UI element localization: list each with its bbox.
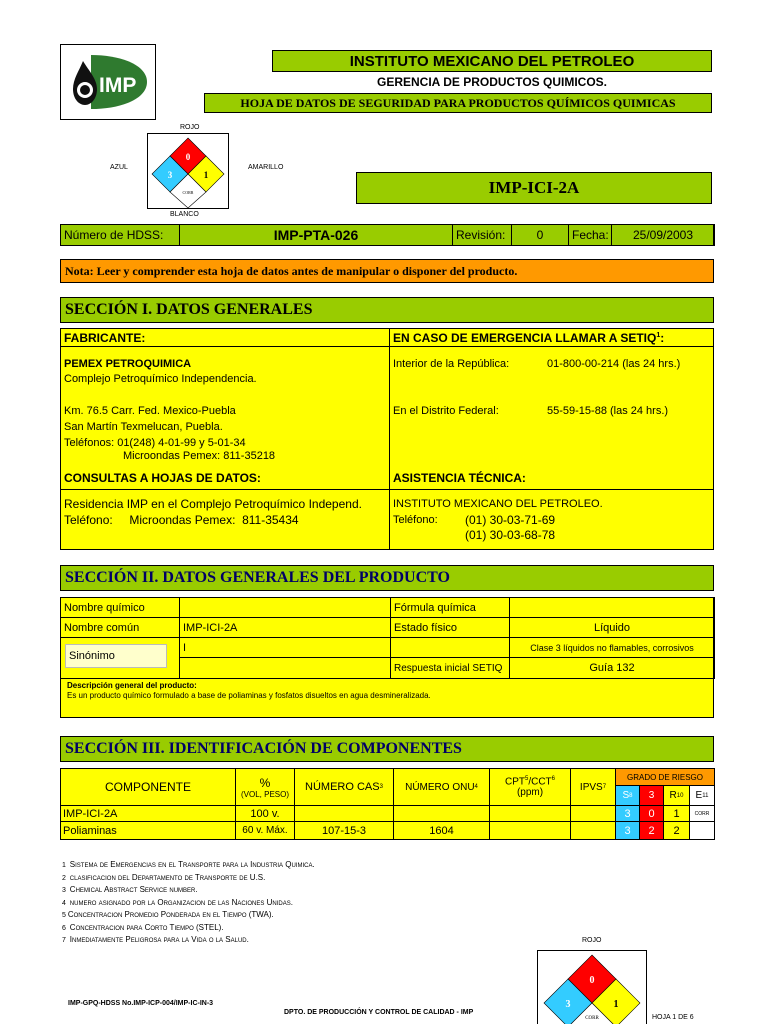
nombre-comun-label — [60, 617, 180, 638]
nombre-quimico-label-text: Nombre químico — [64, 601, 145, 614]
section1-header-rule — [61, 346, 713, 347]
table-row-2-s — [615, 821, 640, 840]
table-row-2-pct — [235, 821, 295, 840]
header-r-sup: 10 — [676, 792, 684, 799]
footnote-2-text: clasificacion del Departamento de Transporte de U.S. — [69, 873, 266, 882]
section1-divider — [389, 329, 390, 549]
table-row-1-r — [663, 805, 690, 822]
table-row-2-onu — [393, 821, 490, 840]
description-label: Descripción general del producto: — [67, 681, 197, 690]
table-row-1-ipvs — [570, 805, 616, 822]
header-grado — [615, 768, 715, 786]
label-rojo: ROJO — [180, 124, 200, 131]
header-cct-sup: 6 — [551, 775, 556, 782]
footnote-1-num: 1 — [62, 862, 66, 869]
revision-label-text: Revisión: — [456, 228, 506, 242]
logo-box — [60, 44, 156, 120]
df-value: 55-59-15-88 (las 24 hrs.) — [547, 405, 669, 417]
row2-s-text: 3 — [624, 824, 631, 837]
product-code: IMP-ICI-2A — [488, 178, 580, 197]
product-code-box — [356, 172, 712, 204]
footnote-4-text: numero asignado por la Organizacion de las Naciones Unidas. — [69, 898, 293, 907]
company-address1: Km. 76.5 Carr. Fed. Mexico-Puebla — [64, 405, 236, 417]
footnote-7-num: 7 — [62, 937, 66, 944]
institute-title — [272, 50, 712, 72]
logo-text: IMP — [99, 74, 137, 97]
clase-value — [509, 637, 715, 658]
table-row-1-onu — [393, 805, 490, 822]
fabricante-label: FABRICANTE: — [64, 331, 146, 345]
table-row-2-f — [639, 821, 664, 840]
fecha-value-text: 25/09/2003 — [632, 228, 694, 242]
section3-title — [60, 736, 714, 762]
emergency-label — [393, 331, 664, 345]
header-ipvs-text: IPVS — [579, 781, 603, 793]
imp-logo-icon — [61, 45, 155, 119]
header-cpt-sup: 5 — [524, 775, 529, 782]
respuesta-value — [509, 657, 715, 679]
description-box — [60, 678, 714, 718]
table-row-2-cpt — [489, 821, 571, 840]
table-row-2-e — [689, 821, 715, 840]
nfpa-bottom-yellow-value: 1 — [613, 999, 619, 1010]
company-phones: Teléfonos: 01(248) 4-01-99 y 5-01-34 — [64, 437, 246, 449]
footnote-1-text: Sistema de Emergencias en el Transporte para la Industria Quimica. — [69, 860, 315, 869]
estado-value — [509, 617, 715, 638]
header-cas — [294, 768, 394, 806]
hoja-title — [204, 93, 712, 113]
consultas-line1: Residencia IMP en el Complejo Petroquímico Independ. — [64, 497, 362, 511]
emergency-label-text: EN CASO DE EMERGENCIA LLAMAR A SETIQ — [393, 331, 657, 345]
df-label: En el Distrito Federal: — [393, 405, 499, 417]
nfpa-diamond-bottom-icon — [538, 951, 646, 1024]
header-cct-text: /CCT — [528, 776, 552, 788]
emergency-sup: 1 — [656, 332, 661, 339]
nfpa-bottom-blue-value: 3 — [565, 999, 571, 1010]
header-componente — [60, 768, 236, 806]
row1-s-text: 3 — [624, 807, 631, 820]
header-e — [689, 785, 715, 806]
footer-center: DPTO. DE PRODUCCIÓN Y CONTROL DE CALIDAD - IMP — [284, 1009, 474, 1016]
section2-title-text: SECCIÓN II. DATOS GENERALES DEL PRODUCTO — [65, 569, 450, 586]
hdss-label — [60, 224, 180, 246]
footer-page: HOJA 1 DE 6 — [652, 1014, 694, 1021]
footnote-3-num: 3 — [62, 887, 66, 894]
nfpa-bottom-red-value: 0 — [589, 975, 595, 986]
nombre-quimico-value — [179, 597, 391, 618]
row2-componente-text: Poliaminas — [63, 824, 117, 837]
section2-grid — [60, 597, 714, 679]
hdss-label-text: Número de HDSS: — [64, 228, 164, 242]
asistencia-tel-label: Teléfono: — [393, 514, 438, 526]
header-ipvs-sup: 7 — [602, 784, 607, 790]
header-ppm: (ppm) — [516, 787, 544, 799]
nombre-quimico-label — [60, 597, 180, 618]
hdss-value-text: IMP-PTA-026 — [273, 227, 359, 243]
row1-f-text: 0 — [648, 807, 655, 820]
bottom-label-rojo: ROJO — [582, 937, 602, 944]
nfpa-diamond-top — [147, 133, 229, 209]
description-value: Es un producto químico formulado a base de poliaminas y fosfatos disueltos en agua desmineralizada. — [67, 691, 431, 700]
asistencia-tel1: (01) 30-03-71-69 — [465, 513, 556, 527]
sinonimo-value — [179, 637, 391, 658]
institute-text: INSTITUTO MEXICANO DEL PETROLEO — [349, 52, 635, 70]
sinonimo-value-2 — [179, 657, 391, 679]
section3-title-text: SECCIÓN III. IDENTIFICACIÓN DE COMPONENTES — [65, 740, 462, 757]
row2-r-text: 2 — [673, 824, 680, 837]
header-r-text: R — [669, 790, 677, 801]
nfpa-bottom-white-value: CORR — [585, 1016, 599, 1021]
respuesta-value-text: Guía 132 — [589, 662, 635, 674]
nfpa-diamond-icon — [148, 134, 228, 208]
nota-banner — [60, 259, 714, 283]
table-row-1-s — [615, 805, 640, 822]
header-componente-text: COMPONENTE — [104, 780, 191, 794]
components-table — [60, 768, 714, 840]
table-row-1-cas — [294, 805, 394, 822]
estado-label — [390, 617, 510, 638]
table-row-2-r — [663, 821, 690, 840]
id-row — [60, 224, 714, 246]
header-pct-text: % — [259, 775, 271, 790]
header-grado-text: GRADO DE RIESGO — [626, 772, 703, 782]
table-row-1-componente — [60, 805, 236, 822]
asistencia-tel2: (01) 30-03-68-78 — [465, 528, 556, 542]
header-onu — [393, 768, 490, 806]
table-row-2-componente — [60, 821, 236, 840]
table-row-2-cas — [294, 821, 394, 840]
row1-pct-text: 100 v. — [250, 807, 280, 820]
nfpa-top-blue-value: 3 — [167, 170, 173, 180]
fecha-label-text: Fecha: — [572, 228, 609, 242]
gerencia-text: GERENCIA DE PRODUCTOS QUIMICOS. — [376, 75, 608, 89]
footnote-3-text: Chemical Abstract Service number. — [69, 885, 198, 894]
label-azul: AZUL — [110, 164, 128, 171]
header-s-sup: 8 — [629, 792, 633, 799]
fecha-label — [568, 224, 612, 246]
section1-mid-rule — [61, 489, 713, 490]
footnote-6-num: 6 — [62, 925, 66, 932]
footnote-1 — [62, 860, 315, 869]
revision-value — [511, 224, 569, 246]
estado-label-text: Estado físico — [394, 621, 457, 634]
hoja-title-text: HOJA DE DATOS DE SEGURIDAD PARA PRODUCTOS QUÍMICOS QUIMICAS — [240, 95, 676, 110]
row1-componente-text: IMP-ICI-2A — [63, 807, 118, 820]
footnote-3 — [62, 885, 198, 894]
nombre-comun-value — [179, 617, 391, 638]
row2-pct-text: 60 v. Máx. — [242, 825, 288, 836]
nfpa-top-yellow-value: 1 — [203, 170, 209, 180]
header-onu-text: NÚMERO ONU — [405, 781, 475, 793]
clase-label-empty — [390, 637, 510, 658]
footnote-4 — [62, 898, 293, 907]
label-blanco: BLANCO — [170, 211, 199, 218]
header-f — [639, 785, 664, 806]
footer-left: IMP-GPQ-HDSS No.IMP-ICP-004/IMP-IC-IN-3 — [68, 1000, 214, 1007]
row1-r-text: 1 — [673, 807, 680, 820]
respuesta-label-text: Respuesta inicial SETIQ — [394, 662, 503, 674]
footnote-7-text: Inmediatamente Peligrosa para la Vida o la Salud. — [69, 935, 249, 944]
table-row-1-pct — [235, 805, 295, 822]
nfpa-top-red-value: 0 — [185, 152, 191, 162]
footnote-4-num: 4 — [62, 900, 66, 907]
asistencia-label: ASISTENCIA TÉCNICA: — [393, 471, 526, 485]
nfpa-top-white-value: CORR — [182, 190, 194, 195]
table-row-2-ipvs — [570, 821, 616, 840]
company-name: PEMEX PETROQUIMICA — [64, 358, 192, 370]
section1-title — [60, 297, 714, 323]
footnote-2-num: 2 — [62, 875, 66, 882]
footnote-6 — [62, 923, 224, 932]
company-microondas: Microondas Pemex: 811-35218 — [123, 450, 276, 462]
header-cpt — [489, 768, 571, 806]
sinonimo-label-text: Sinónimo — [69, 650, 115, 662]
revision-label — [452, 224, 512, 246]
footnote-6-text: Concentracion para Corto Tiempo (STEL). — [69, 923, 224, 932]
clase-value-text: Clase 3 líquidos no flamables, corrosivos — [530, 642, 694, 653]
section1-title-text: SECCIÓN I. DATOS GENERALES — [65, 301, 313, 318]
header-onu-sup: 4 — [474, 784, 478, 790]
header-s — [615, 785, 640, 806]
row1-e-text: CORR — [694, 810, 710, 817]
footnote-2 — [62, 873, 265, 882]
header-cas-sup: 3 — [379, 784, 383, 790]
fecha-value — [611, 224, 715, 246]
estado-value-text: Líquido — [593, 621, 631, 634]
nombre-comun-label-text: Nombre común — [64, 621, 140, 634]
nombre-comun-value-text: IMP-ICI-2A — [183, 621, 238, 634]
header-e-text: E — [695, 790, 703, 801]
consultas-line2: Teléfono: Microondas Pemex: 811-35434 — [64, 513, 299, 527]
asistencia-line1: INSTITUTO MEXICANO DEL PETROLEO. — [393, 498, 603, 510]
footnote-7 — [62, 935, 249, 944]
nfpa-diamond-bottom — [537, 950, 647, 1024]
header-ipvs — [570, 768, 616, 806]
header-e-sup: 11 — [702, 792, 709, 799]
nota-text: Nota: Leer y comprender esta hoja de datos antes de manipular o disponer del producto. — [65, 263, 518, 278]
header-pct — [235, 768, 295, 806]
section2-title — [60, 565, 714, 591]
revision-value-text: 0 — [536, 228, 544, 242]
row2-f-text: 2 — [648, 824, 655, 837]
row2-onu-text: 1604 — [429, 824, 454, 837]
header-cpt-text: CPT — [504, 776, 525, 788]
footnote-5 — [62, 910, 274, 919]
header-pct-sub: (VOL, PESO) — [240, 789, 289, 799]
section1-body — [60, 328, 714, 550]
interior-value: 01-800-00-214 (las 24 hrs.) — [547, 358, 681, 370]
interior-label: Interior de la República: — [393, 358, 510, 370]
company-complex: Complejo Petroquímico Independencia. — [64, 373, 257, 385]
formula-label — [390, 597, 510, 618]
header-cas-text: NÚMERO CAS — [305, 781, 380, 793]
formula-value — [509, 597, 715, 618]
label-amarillo: AMARILLO — [248, 164, 284, 171]
gerencia-title — [272, 72, 712, 92]
hdss-value — [179, 224, 453, 246]
table-row-1-cpt — [489, 805, 571, 822]
footnote-5-num: 5 — [62, 912, 66, 919]
row2-cas-text: 107-15-3 — [321, 824, 367, 837]
footnote-5-text: Concentracion Promedio Ponderada en el Tiempo (TWA). — [67, 910, 274, 919]
header-s-text: S — [622, 790, 630, 801]
sinonimo-label — [65, 644, 167, 668]
respuesta-label — [390, 657, 510, 679]
emergency-colon: : — [660, 331, 665, 345]
consultas-label: CONSULTAS A HOJAS DE DATOS: — [64, 471, 261, 485]
header-r — [663, 785, 690, 806]
sinonimo-value-text: I — [183, 641, 187, 654]
table-row-1-f — [639, 805, 664, 822]
header-f-text: 3 — [648, 790, 655, 801]
table-row-1-e — [689, 805, 715, 822]
company-address2: San Martín Texmelucan, Puebla. — [64, 421, 223, 433]
formula-label-text: Fórmula química — [394, 601, 476, 614]
